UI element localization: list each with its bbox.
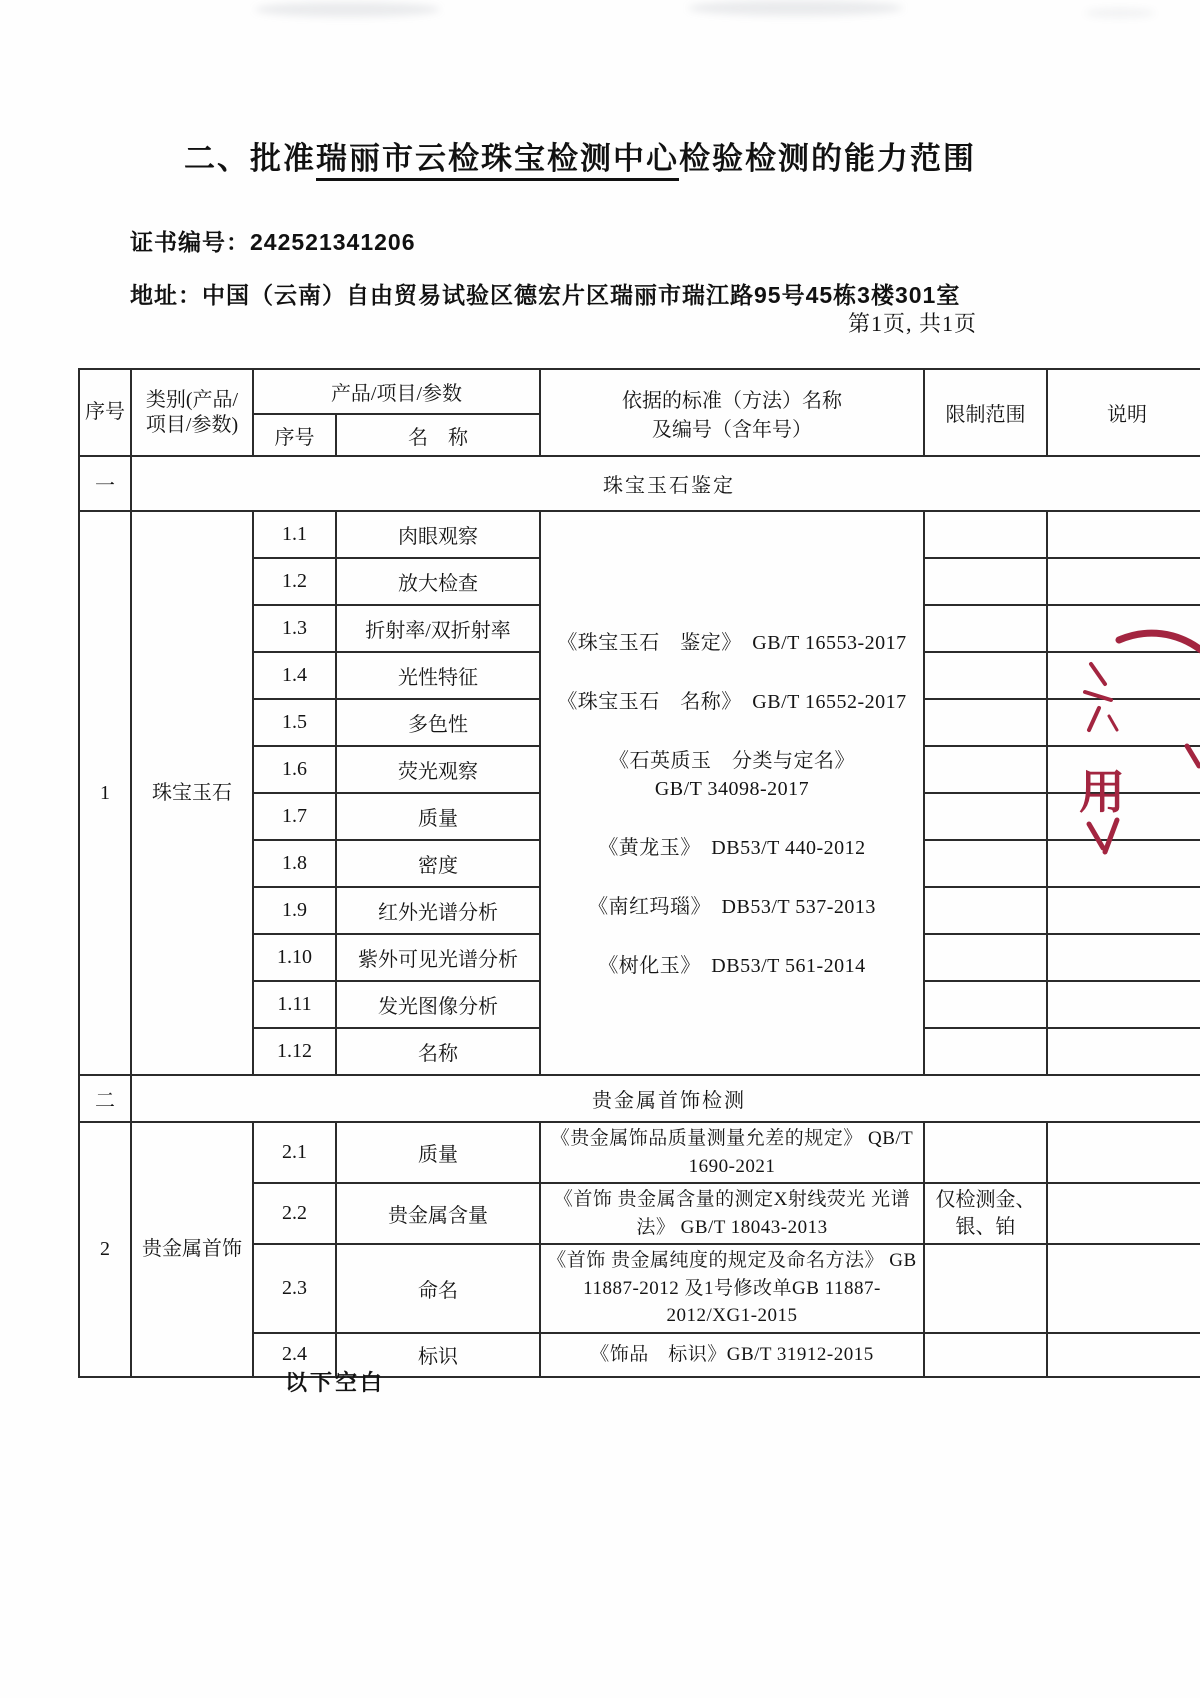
section1-seq: 一 — [79, 456, 131, 511]
certificate-label: 证书编号： — [130, 229, 250, 255]
limit-cell-empty — [924, 887, 1047, 934]
row-no: 2.4 — [253, 1333, 336, 1377]
note-cell-empty — [1047, 793, 1200, 840]
note-cell-empty — [1047, 699, 1200, 746]
scan-artifact — [1085, 8, 1155, 18]
row-name: 放大检查 — [336, 558, 540, 605]
limit-cell-empty — [924, 511, 1047, 558]
row-name: 肉眼观察 — [336, 511, 540, 558]
address-line — [130, 277, 960, 310]
row-name: 质量 — [336, 1122, 540, 1183]
note-cell-empty — [1047, 1122, 1200, 1183]
row-name: 发光图像分析 — [336, 981, 540, 1028]
row-name: 贵金属含量 — [336, 1183, 540, 1244]
group2-seq: 2 — [79, 1122, 131, 1377]
row-limit — [924, 1333, 1047, 1377]
red-ink-character: 用 — [1079, 766, 1125, 818]
section1-title: 珠宝玉石鉴定 — [131, 456, 1200, 511]
limit-cell-empty — [924, 981, 1047, 1028]
standard-item: 《珠宝玉石 鉴定》 GB/T 16553-2017 — [557, 632, 907, 654]
row-no: 1.9 — [253, 887, 336, 934]
certificate-number-line — [130, 224, 416, 257]
page-title — [0, 133, 1160, 178]
standard-item: 《黄龙玉》 DB53/T 440-2012 — [598, 837, 866, 859]
note-cell-empty — [1047, 511, 1200, 558]
header-note: 说明 — [1047, 369, 1200, 456]
note-cell-empty — [1047, 1183, 1200, 1244]
header-standard-line2: 及编号（含年号） — [652, 418, 812, 441]
header-sub-seq: 序号 — [253, 414, 336, 456]
note-cell-empty — [1047, 934, 1200, 981]
standard-item: 《南红玛瑙》 DB53/T 537-2013 — [588, 896, 876, 918]
page-title-underlined-org-name: 瑞丽市云检珠宝检测中心 — [316, 141, 679, 181]
row-name: 质量 — [336, 793, 540, 840]
row-standard: 《首饰 贵金属纯度的规定及命名方法》 GB 11887-2012 及1号修改单GB 11887-2012/XG1-2015 — [540, 1244, 924, 1333]
header-standard — [540, 369, 924, 456]
group1-name: 珠宝玉石 — [131, 511, 253, 1075]
row-name: 多色性 — [336, 699, 540, 746]
note-cell-empty — [1047, 887, 1200, 934]
note-cell-empty — [1047, 605, 1200, 652]
address-value: 中国（云南）自由贸易试验区德宏片区瑞丽市瑞江路95号45栋3楼301室 — [202, 282, 961, 308]
limit-cell-empty — [924, 1028, 1047, 1075]
row-name: 红外光谱分析 — [336, 887, 540, 934]
row-name: 名称 — [336, 1028, 540, 1075]
row-name: 密度 — [336, 840, 540, 887]
row-name: 荧光观察 — [336, 746, 540, 793]
scan-artifact — [688, 0, 903, 16]
header-product-group: 产品/项目/参数 — [253, 369, 540, 414]
row-no: 1.2 — [253, 558, 336, 605]
standard-item: GB/T 34098-2017 — [654, 778, 810, 800]
row-standard: 《贵金属饰品质量测量允差的规定》 QB/T 1690-2021 — [540, 1122, 924, 1183]
page-title-prefix: 二、批准 — [184, 141, 316, 176]
group1-seq: 1 — [79, 511, 131, 1075]
header-seq: 序号 — [79, 369, 131, 456]
row-no: 1.11 — [253, 981, 336, 1028]
row-limit: 仅检测金、银、铂 — [924, 1183, 1047, 1244]
limit-cell-empty — [924, 793, 1047, 840]
row-no: 1.3 — [253, 605, 336, 652]
row-limit — [924, 1244, 1047, 1333]
limit-cell-empty — [924, 558, 1047, 605]
capability-scope-table — [78, 368, 1200, 1378]
header-limit: 限制范围 — [924, 369, 1047, 456]
standards-list — [545, 574, 919, 1012]
row-name: 命名 — [336, 1244, 540, 1333]
row-no: 1.1 — [253, 511, 336, 558]
row-name: 标识 — [336, 1333, 540, 1377]
page-title-suffix: 检验检测的能力范围 — [679, 141, 976, 176]
certificate-number: 242521341206 — [250, 229, 416, 255]
section2-seq: 二 — [79, 1075, 131, 1122]
address-label: 地址： — [130, 282, 202, 308]
limit-cell-empty — [924, 605, 1047, 652]
row-no: 1.4 — [253, 652, 336, 699]
row-limit — [924, 1122, 1047, 1183]
row-no: 1.5 — [253, 699, 336, 746]
row-no: 1.7 — [253, 793, 336, 840]
standard-item: 《树化玉》 DB53/T 561-2014 — [598, 955, 866, 977]
row-no: 2.2 — [253, 1183, 336, 1244]
page-indicator: 第1页, 共1页 — [848, 311, 978, 336]
row-no: 1.12 — [253, 1028, 336, 1075]
limit-cell-empty — [924, 746, 1047, 793]
row-no: 1.6 — [253, 746, 336, 793]
note-cell-empty — [1047, 1333, 1200, 1377]
note-cell-empty — [1047, 981, 1200, 1028]
row-standard: 《饰品 标识》GB/T 31912-2015 — [540, 1333, 924, 1377]
limit-cell-empty — [924, 840, 1047, 887]
standard-item: 《珠宝玉石 名称》 GB/T 16552-2017 — [557, 691, 907, 713]
limit-cell-empty — [924, 652, 1047, 699]
row-name: 光性特征 — [336, 652, 540, 699]
header-standard-line1: 依据的标准（方法）名称 — [622, 389, 842, 412]
group2-name: 贵金属首饰 — [131, 1122, 253, 1377]
note-cell-empty — [1047, 1244, 1200, 1333]
row-standard: 《首饰 贵金属含量的测定X射线荧光 光谱法》 GB/T 18043-2013 — [540, 1183, 924, 1244]
scan-artifact — [255, 2, 440, 17]
row-no: 2.1 — [253, 1122, 336, 1183]
header-sub-name: 名 称 — [336, 414, 540, 456]
section2-title: 贵金属首饰检测 — [131, 1075, 1200, 1122]
row-name: 紫外可见光谱分析 — [336, 934, 540, 981]
note-cell-empty — [1047, 746, 1200, 793]
limit-cell-empty — [924, 699, 1047, 746]
row-no: 1.8 — [253, 840, 336, 887]
group1-standards — [540, 511, 924, 1075]
limit-cell-empty — [924, 934, 1047, 981]
header-category: 类别(产品/项目/参数) — [131, 369, 253, 456]
note-cell-empty — [1047, 558, 1200, 605]
note-cell-empty — [1047, 840, 1200, 887]
row-no: 1.10 — [253, 934, 336, 981]
row-no: 2.3 — [253, 1244, 336, 1333]
note-cell-empty — [1047, 652, 1200, 699]
standard-item: 《石英质玉 分类与定名》 — [609, 750, 855, 772]
below-blank-note: 以下空白 — [285, 1370, 386, 1395]
note-cell-empty — [1047, 1028, 1200, 1075]
row-name: 折射率/双折射率 — [336, 605, 540, 652]
